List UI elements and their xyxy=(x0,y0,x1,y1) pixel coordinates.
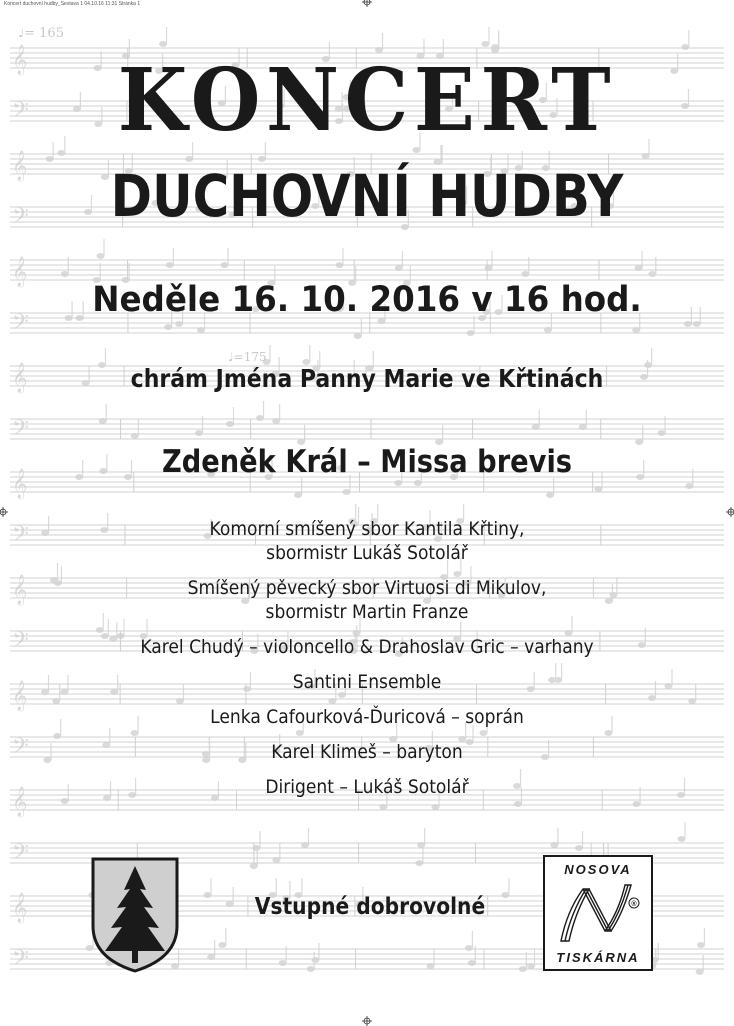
clef-glyph: 𝄞 xyxy=(12,893,28,923)
performers-list xyxy=(0,517,734,810)
clef-glyph: 𝄢 xyxy=(12,204,29,234)
clef-glyph: 𝄢 xyxy=(12,628,29,658)
clef-glyph: 𝄞 xyxy=(12,45,28,75)
performer-line: Smíšený pěvecký sbor Virtuosi di Mikulov, xyxy=(187,577,547,599)
crest-fir-tree-icon xyxy=(90,856,180,974)
nosova-tiskarna-logo xyxy=(543,855,653,971)
performer-entry xyxy=(37,635,698,659)
clef-glyph: 𝄞 xyxy=(12,257,28,287)
performer-line: sbormistr Martin Franze xyxy=(265,601,469,623)
performer-line: sbormistr Lukáš Sotolář xyxy=(266,542,468,564)
performer-line: Santini Ensemble xyxy=(292,671,442,693)
performer-entry xyxy=(37,670,698,694)
clef-glyph: 𝄢 xyxy=(12,98,29,128)
clef-glyph: 𝄢 xyxy=(12,946,29,976)
performer-line: Komorní smíšený sbor Kantila Křtiny, xyxy=(209,518,525,540)
performer-entry xyxy=(37,775,698,799)
tempo-mark: ♩= 165 xyxy=(18,26,64,41)
title-duchovni-hudby: DUCHOVNÍ HUDBY xyxy=(110,162,624,230)
clef-glyph: 𝄢 xyxy=(12,734,29,764)
tempo-mark: ♩=175 xyxy=(228,350,267,364)
clef-glyph: 𝄞 xyxy=(12,363,28,393)
registered-mark: ® xyxy=(631,901,637,908)
clef-glyph: 𝄞 xyxy=(12,151,28,181)
logo-bottom-text: TISKÁRNA xyxy=(556,950,640,965)
clef-glyph: 𝄢 xyxy=(12,310,29,340)
event-venue: chrám Jména Panny Marie ve Křtinách xyxy=(130,364,604,393)
performer-line: Karel Klimeš – baryton xyxy=(271,741,463,763)
performer-line: Lenka Cafourková-Ďuricová – soprán xyxy=(210,706,524,728)
performer-line: Karel Chudý – violoncello & Drahoslav Gric – varhany xyxy=(140,636,594,658)
clef-glyph: 𝄢 xyxy=(12,840,29,870)
clef-glyph: 𝄞 xyxy=(12,787,28,817)
performer-entry xyxy=(37,705,698,729)
event-date: Neděle 16. 10. 2016 v 16 hod. xyxy=(92,280,642,320)
performer-entry xyxy=(37,576,698,624)
clef-glyph: 𝄢 xyxy=(12,416,29,446)
clef-glyph: 𝄞 xyxy=(12,469,28,499)
performer-line: Dirigent – Lukáš Sotolář xyxy=(265,776,469,798)
performer-entry xyxy=(37,740,698,764)
logo-n-mark-icon xyxy=(553,881,643,947)
clef-glyph: 𝄞 xyxy=(12,681,28,711)
performed-work: Zdeněk Král – Missa brevis xyxy=(161,444,573,480)
admission-note: Vstupné dobrovolné xyxy=(254,894,486,920)
logo-top-text: NOSOVA xyxy=(564,862,632,877)
clef-glyph: 𝄢 xyxy=(12,522,29,552)
print-header: Koncert duchovní hudby_Sestava 1 04.10.16 11:31 Stránka 1 xyxy=(4,1,141,7)
clef-glyph: 𝄞 xyxy=(12,575,28,605)
performer-entry xyxy=(37,517,698,565)
title-koncert: KONCERT xyxy=(117,50,617,151)
